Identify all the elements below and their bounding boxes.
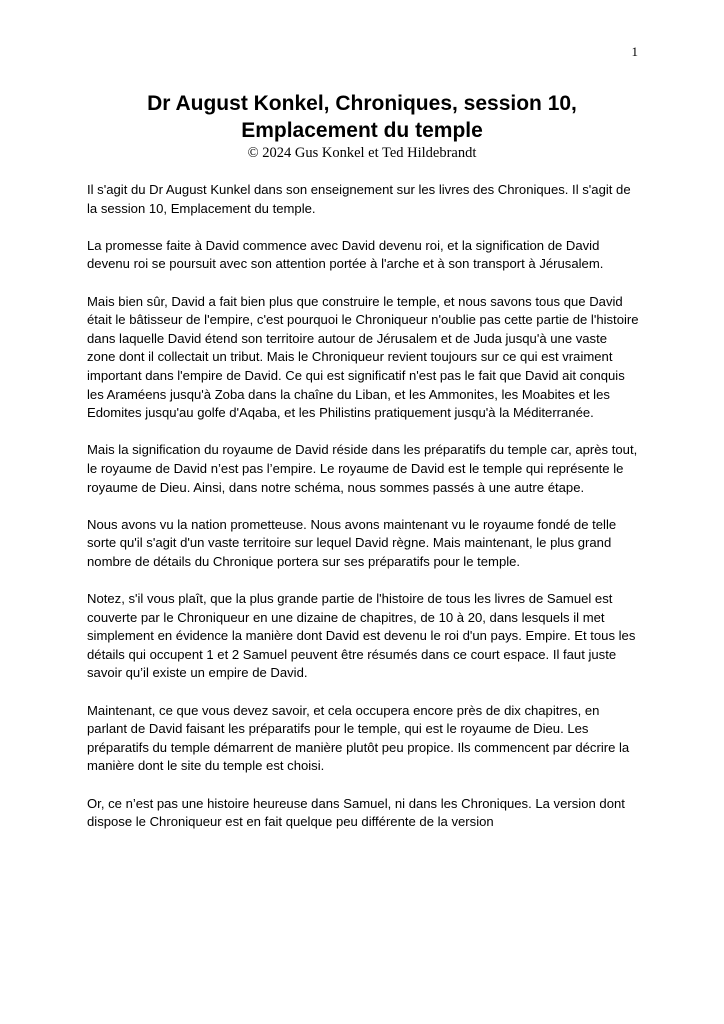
paragraph: Il s'agit du Dr August Kunkel dans son enseignement sur les livres des Chroniques. Il s'agit de la session 10, Emplacement du temple. <box>87 182 631 216</box>
paragraph: Nous avons vu la nation prometteuse. Nous avons maintenant vu le royaume fondé de telle sorte qu'il s'agit d'un vaste territoire sur lequel David règne. Mais maintenant, le plus grand nombre de détails du Chronique portera sur ses préparatifs pour le temple. <box>87 516 617 569</box>
paragraph: Mais bien sûr, David a fait bien plus que construire le temple, et nous savons tous que David était le bâtisseur de l'empire, c'est pourquoi le Chroniqueur n'oublie pas cette partie de l'histoire dans laquelle David étend son territoire autour de Jérusalem et de Juda jusqu'à une vaste zone dont il collectait un tribut. Mais le Chroniqueur revient toujours sur ce qui est vraiment important dans l'empire de David. Ce qui est significatif n'est pas le fait que David ait conquis les Araméens jusqu'à Zoba dans la chaîne du Liban, et les Ammonites, les Moabites et les Edomites jusqu'au golfe d'Aqaba, et les Philistins pratiquement jusqu'à la Méditerranée. <box>87 293 639 421</box>
paragraph: La promesse faite à David commence avec David devenu roi, et la signification de David devenu roi se poursuit avec son attention portée à l'arche et à son transport à Jérusalem. <box>87 237 604 272</box>
document-title-line-1: Dr August Konkel, Chroniques, session 10, <box>147 92 577 115</box>
paragraph: Or, ce n’est pas une histoire heureuse dans Samuel, ni dans les Chroniques. La version dont dispose le Chroniqueur est en fait quelque peu différente de la version <box>87 795 625 830</box>
copyright-line: © 2024 Gus Konkel et Ted Hildebrandt <box>247 145 477 161</box>
paragraph: Notez, s'il vous plaît, que la plus grande partie de l'histoire de tous les livres de Samuel est couverte par le Chroniqueur en une dizaine de chapitres, de 10 à 20, dans lesquels il met simplement en évidence la manière dont David est devenu le roi d'un pays. Empire. Et tous les détails qui occupent 1 et 2 Samuel peuvent être résumés dans ce court espace. Il faut juste savoir qu’il existe un empire de David. <box>87 591 636 681</box>
page-number: 1 <box>631 44 638 59</box>
paragraph: Mais la signification du royaume de David réside dans les préparatifs du temple car, après tout, le royaume de David n’est pas l’empire. Le royaume de David est le temple qui représente le royaume de Dieu. Ainsi, dans notre schéma, nous sommes passés à une autre étape. <box>87 442 638 495</box>
body-text <box>87 181 639 850</box>
title-block <box>0 90 724 162</box>
paragraph: Maintenant, ce que vous devez savoir, et cela occupera encore près de dix chapitres, en parlant de David faisant les préparatifs pour le temple, qui est le royaume de Dieu. Les préparatifs du temple démarrent de manière plutôt peu propice. Ils commencent par décrire la manière dont le site du temple est choisi. <box>87 702 630 774</box>
document-title-line-2: Emplacement du temple <box>241 119 483 142</box>
